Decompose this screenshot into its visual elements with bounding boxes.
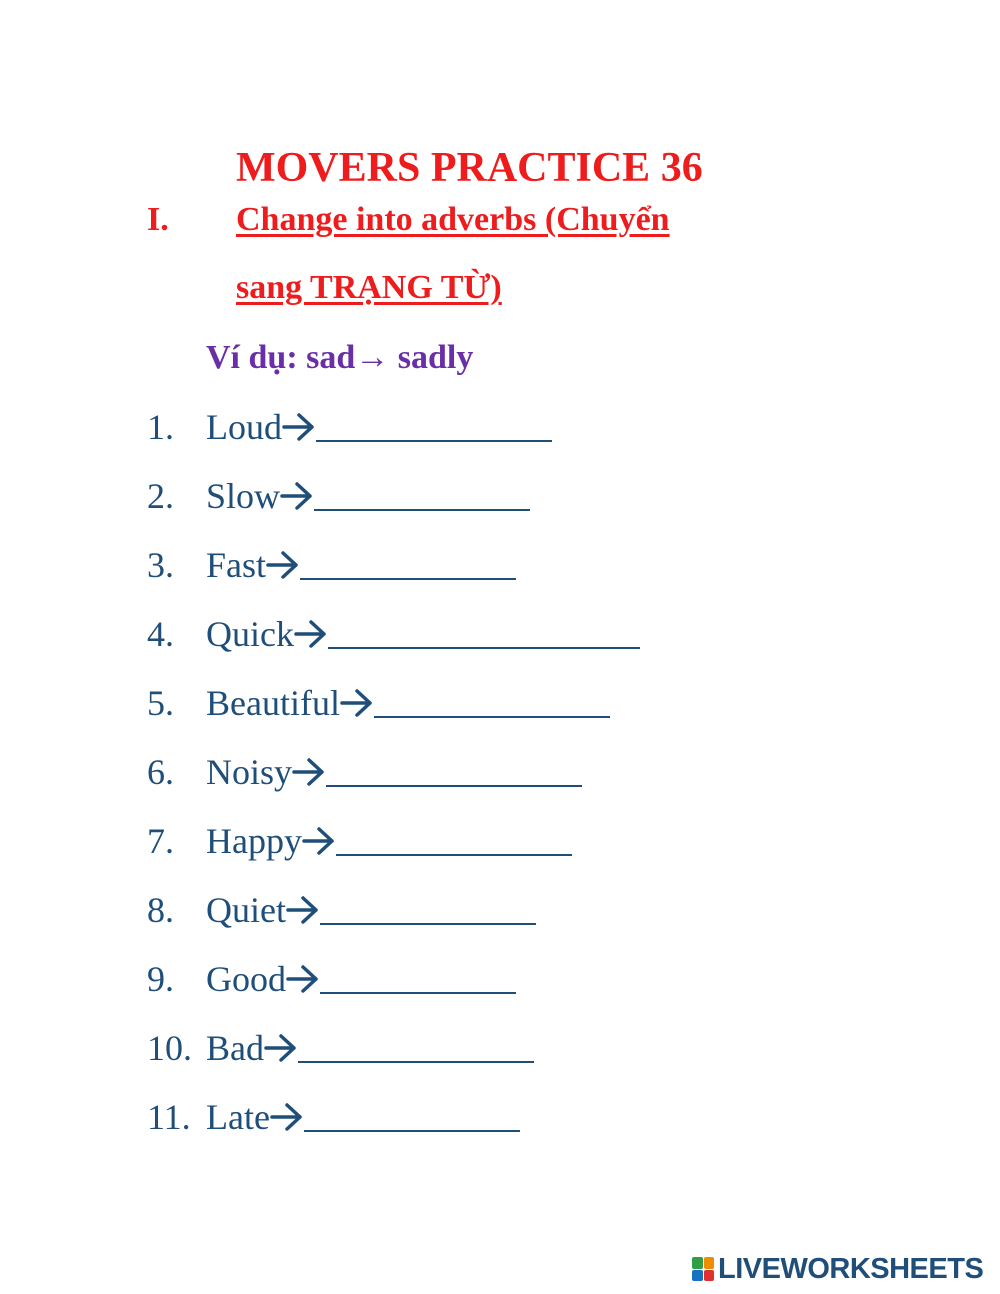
item-word: Loud (206, 407, 282, 447)
arrow-right-icon (286, 958, 320, 1000)
item-word: Quick (206, 614, 294, 654)
item-number: 3. (147, 545, 174, 585)
answer-blank[interactable] (320, 889, 536, 925)
arrow-right-icon (292, 751, 326, 793)
exercise-item (147, 820, 640, 889)
arrow-right-icon (294, 613, 328, 655)
arrow-right-icon (270, 1096, 304, 1138)
exercise-item (147, 751, 640, 820)
item-number: 11. (147, 1097, 191, 1137)
exercise-list (147, 406, 640, 1165)
section-heading-line-1: Change into adverbs (Chuyển (236, 201, 670, 238)
liveworksheets-logo-text: LIVEWORKSHEETS (718, 1252, 984, 1285)
arrow-right-icon (282, 406, 316, 448)
liveworksheets-logo (692, 1254, 983, 1284)
answer-blank[interactable] (304, 1096, 520, 1132)
item-number: 7. (147, 821, 174, 861)
item-number: 5. (147, 683, 174, 723)
item-number: 6. (147, 752, 174, 792)
item-word: Late (206, 1097, 270, 1137)
item-word: Fast (206, 545, 267, 585)
arrow-right-icon (264, 1027, 298, 1069)
exercise-item (147, 1027, 640, 1096)
answer-blank[interactable] (316, 406, 552, 442)
item-word: Good (206, 959, 286, 999)
item-number: 8. (147, 890, 174, 930)
item-number: 9. (147, 959, 174, 999)
answer-blank[interactable] (328, 613, 640, 649)
exercise-item (147, 958, 640, 1027)
item-word: Beautiful (206, 683, 340, 723)
arrow-right-icon (280, 475, 314, 517)
answer-blank[interactable] (374, 682, 610, 718)
answer-blank[interactable] (326, 751, 582, 787)
item-word: Happy (206, 821, 302, 861)
answer-blank[interactable] (314, 475, 530, 511)
exercise-item (147, 406, 640, 475)
exercise-item (147, 889, 640, 958)
arrow-right-icon (340, 682, 374, 724)
item-word: Quiet (206, 890, 286, 930)
section-heading-line-2: sang TRẠNG TỪ) (236, 269, 502, 306)
exercise-item (147, 613, 640, 682)
section-number: I. (147, 201, 169, 238)
arrow-right-icon (302, 820, 336, 862)
worksheet-title: MOVERS PRACTICE 36 (236, 145, 703, 191)
answer-blank[interactable] (298, 1027, 534, 1063)
answer-blank[interactable] (336, 820, 572, 856)
item-number: 2. (147, 476, 174, 516)
arrow-right-icon (286, 889, 320, 931)
liveworksheets-logo-icon (692, 1257, 714, 1281)
section-heading (236, 200, 836, 336)
answer-blank[interactable] (300, 544, 516, 580)
item-number: 1. (147, 407, 174, 447)
item-word: Bad (206, 1028, 264, 1068)
arrow-right-icon (266, 544, 300, 586)
exercise-item (147, 475, 640, 544)
answer-blank[interactable] (320, 958, 516, 994)
exercise-item (147, 544, 640, 613)
item-number: 4. (147, 614, 174, 654)
item-number: 10. (147, 1028, 192, 1068)
exercise-item (147, 1096, 640, 1165)
item-word: Slow (206, 476, 281, 516)
example-text: Ví dụ: sad→ sadly (206, 339, 474, 376)
exercise-item (147, 682, 640, 751)
item-word: Noisy (206, 752, 293, 792)
